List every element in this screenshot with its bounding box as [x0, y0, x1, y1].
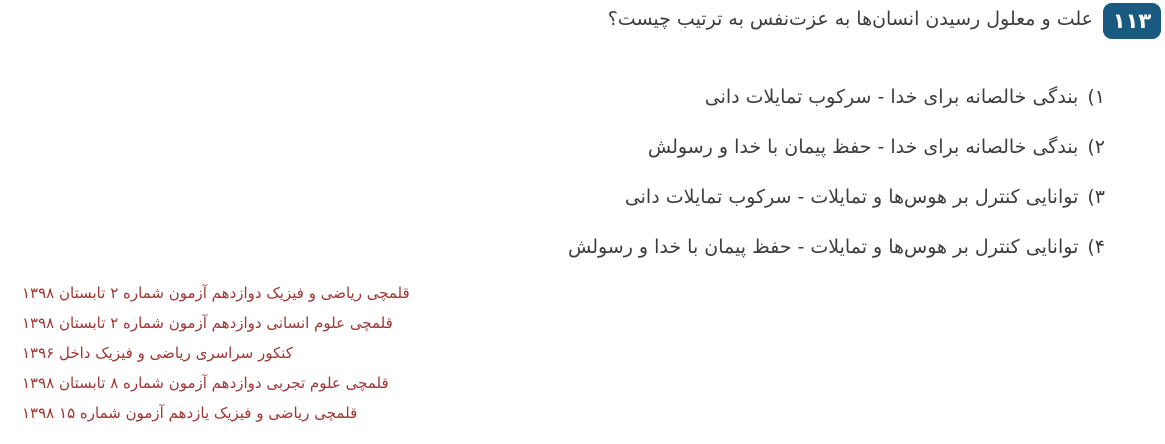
- option-2[interactable]: [568, 122, 1105, 172]
- option-2-number: ۲): [1087, 136, 1105, 158]
- exam-source-5[interactable]: قلمچی ریاضی و فیزیک یازدهم آزمون شماره ۱۵ ۱۳۹۸: [22, 404, 358, 422]
- option-1-number: ۱): [1087, 86, 1105, 108]
- option-3-text: توانایی کنترل بر هوس‌ها و تمایلات - سرکوب تمایلات دانی: [624, 186, 1079, 208]
- exam-source-3[interactable]: کنکور سراسری ریاضی و فیزیک داخل ۱۳۹۶: [22, 344, 293, 362]
- option-3[interactable]: [568, 172, 1105, 222]
- option-3-number: ۳): [1087, 186, 1105, 208]
- option-1-text: بندگی خالصانه برای خدا - سرکوب تمایلات دانی: [704, 86, 1079, 108]
- exam-source-list: [22, 278, 410, 428]
- exam-source-4[interactable]: قلمچی علوم تجربی دوازدهم آزمون شماره ۸ تابستان ۱۳۹۸: [22, 374, 389, 392]
- option-1[interactable]: [568, 72, 1105, 122]
- option-2-text: بندگی خالصانه برای خدا - حفظ پیمان با خدا و رسولش: [647, 136, 1079, 158]
- question-text: علت و معلول رسیدن انسان‌ها به عزت‌نفس به ترتیب چیست؟: [607, 8, 1093, 30]
- options-list: [568, 72, 1105, 272]
- option-4[interactable]: [568, 222, 1105, 272]
- option-4-number: ۴): [1087, 236, 1105, 258]
- option-4-text: توانایی کنترل بر هوس‌ها و تمایلات - حفظ پیمان با خدا و رسولش: [567, 236, 1079, 258]
- question-number-badge: ۱۱۳: [1103, 3, 1161, 39]
- exam-source-2[interactable]: قلمچی علوم انسانی دوازدهم آزمون شماره ۲ تابستان ۱۳۹۸: [22, 314, 393, 332]
- exam-source-1[interactable]: قلمچی ریاضی و فیزیک دوازدهم آزمون شماره ۲ تابستان ۱۳۹۸: [22, 284, 410, 302]
